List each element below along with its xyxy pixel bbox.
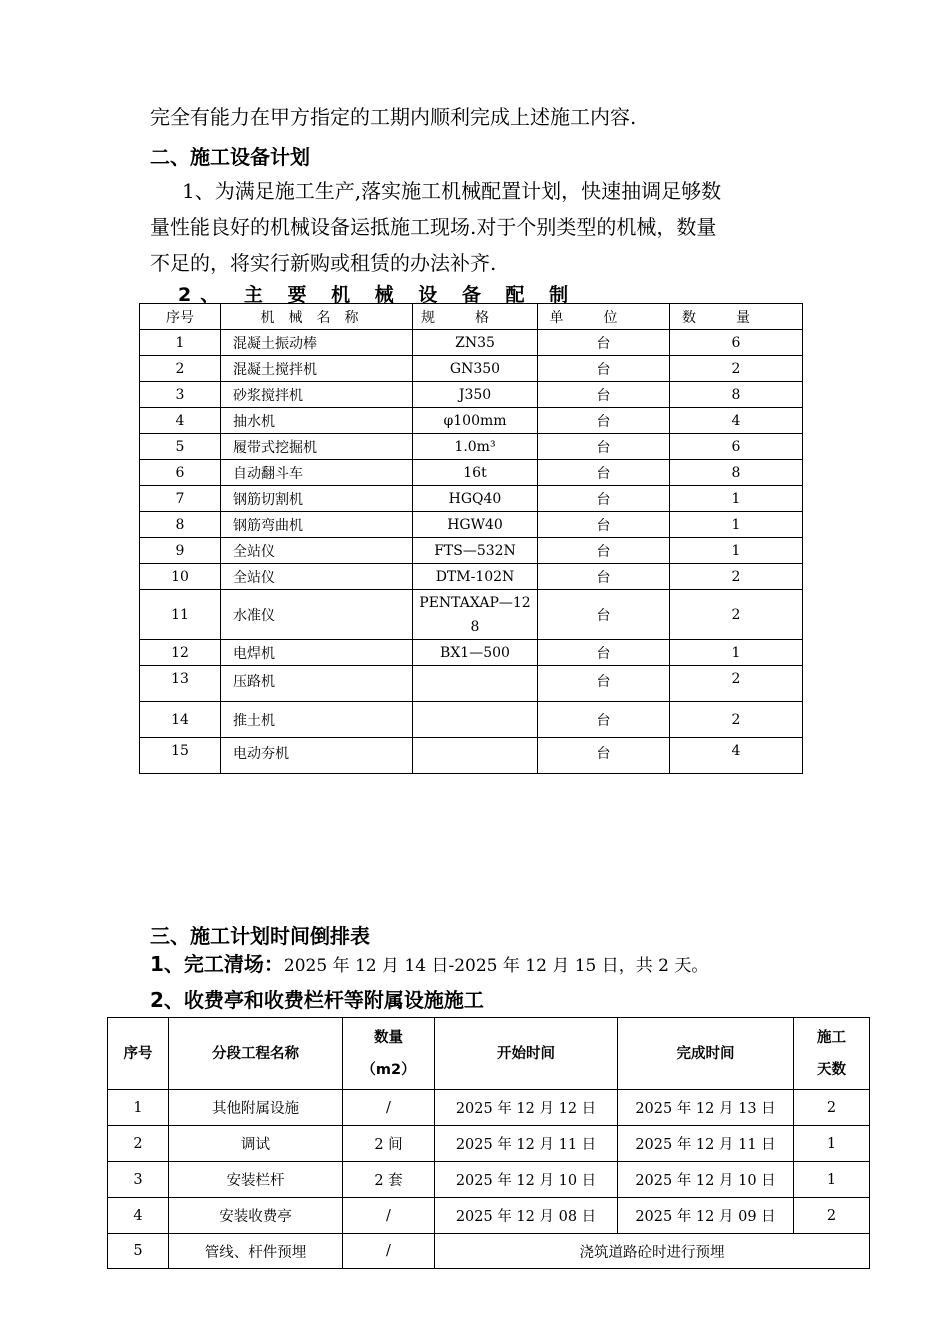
equipment-unit: 台 — [538, 738, 670, 774]
equipment-row — [140, 564, 803, 590]
schedule-header-days-line-1: 施工 — [817, 1029, 846, 1046]
equipment-no: 6 — [140, 460, 221, 486]
equipment-no: 9 — [140, 538, 221, 564]
equipment-spec — [413, 666, 538, 702]
equipment-qty: 4 — [670, 738, 803, 774]
equipment-no: 14 — [140, 702, 221, 738]
equipment-unit: 台 — [538, 382, 670, 408]
schedule-header-end: 完成时间 — [618, 1018, 794, 1090]
equipment-unit: 台 — [538, 702, 670, 738]
equipment-name: 混凝土振动棒 — [221, 330, 413, 356]
schedule-end: 2025 年 12 月 10 日 — [618, 1162, 794, 1198]
schedule-no: 4 — [108, 1198, 169, 1234]
equipment-row — [140, 538, 803, 564]
equipment-row — [140, 408, 803, 434]
equipment-name: 全站仪 — [221, 538, 413, 564]
equipment-unit: 台 — [538, 356, 670, 382]
equipment-spec — [413, 702, 538, 738]
equipment-spec: 16t — [413, 460, 538, 486]
equipment-unit: 台 — [538, 486, 670, 512]
equipment-no: 12 — [140, 640, 221, 666]
section-3-heading: 三、施工计划时间倒排表 — [150, 924, 370, 948]
equipment-row — [140, 382, 803, 408]
equipment-name: 钢筋弯曲机 — [221, 512, 413, 538]
schedule-row — [108, 1162, 870, 1198]
equipment-row — [140, 460, 803, 486]
section-3-item-1 — [150, 947, 708, 983]
schedule-row — [108, 1126, 870, 1162]
schedule-header-start: 开始时间 — [435, 1018, 618, 1090]
equipment-no: 10 — [140, 564, 221, 590]
equipment-unit: 台 — [538, 512, 670, 538]
equipment-spec: ZN35 — [413, 330, 538, 356]
schedule-row-merged — [108, 1234, 870, 1269]
equipment-no: 2 — [140, 356, 221, 382]
schedule-row — [108, 1198, 870, 1234]
equipment-spec — [413, 738, 538, 774]
equipment-name: 抽水机 — [221, 408, 413, 434]
equipment-spec: FTS—532N — [413, 538, 538, 564]
section-3-item-2-heading: 2、收费亭和收费栏杆等附属设施施工 — [150, 988, 484, 1012]
schedule-name: 安装收费亭 — [169, 1198, 343, 1234]
equipment-table — [139, 303, 803, 774]
equipment-qty: 2 — [670, 702, 803, 738]
schedule-end: 2025 年 12 月 13 日 — [618, 1090, 794, 1126]
schedule-qty: / — [343, 1198, 435, 1234]
equipment-name: 电焊机 — [221, 640, 413, 666]
equipment-spec: DTM-102N — [413, 564, 538, 590]
equipment-header-name: 机械名称 — [221, 304, 413, 330]
schedule-start: 2025 年 12 月 11 日 — [435, 1126, 618, 1162]
schedule-no: 1 — [108, 1090, 169, 1126]
schedule-start: 2025 年 12 月 12 日 — [435, 1090, 618, 1126]
schedule-name: 管线、杆件预埋 — [169, 1234, 343, 1269]
schedule-header-row — [108, 1018, 870, 1090]
equipment-qty: 8 — [670, 382, 803, 408]
equipment-no: 8 — [140, 512, 221, 538]
equipment-qty: 2 — [670, 666, 803, 702]
equipment-name: 压路机 — [221, 666, 413, 702]
equipment-unit: 台 — [538, 538, 670, 564]
equipment-no: 13 — [140, 666, 221, 702]
equipment-spec: J350 — [413, 382, 538, 408]
equipment-unit: 台 — [538, 408, 670, 434]
equipment-row — [140, 738, 803, 774]
equipment-row — [140, 512, 803, 538]
equipment-qty: 1 — [670, 538, 803, 564]
schedule-header-name: 分段工程名称 — [169, 1018, 343, 1090]
schedule-qty: / — [343, 1090, 435, 1126]
equipment-header-spec: 规格 — [413, 304, 538, 330]
equipment-name: 水准仪 — [221, 590, 413, 640]
equipment-no: 4 — [140, 408, 221, 434]
schedule-days: 1 — [794, 1162, 870, 1198]
equipment-name: 自动翻斗车 — [221, 460, 413, 486]
schedule-name: 调试 — [169, 1126, 343, 1162]
equipment-qty: 6 — [670, 330, 803, 356]
schedule-header-qty-line-2: （m2） — [361, 1061, 416, 1078]
schedule-no: 2 — [108, 1126, 169, 1162]
equipment-qty: 1 — [670, 486, 803, 512]
item-1-text: 2025 年 12 月 14 日-2025 年 12 月 15 日，共 2 天。 — [283, 956, 709, 976]
equipment-no: 7 — [140, 486, 221, 512]
equipment-qty: 6 — [670, 434, 803, 460]
equipment-row — [140, 640, 803, 666]
equipment-spec: HGW40 — [413, 512, 538, 538]
equipment-no: 1 — [140, 330, 221, 356]
equipment-row — [140, 486, 803, 512]
equipment-qty: 8 — [670, 460, 803, 486]
schedule-days: 2 — [794, 1090, 870, 1126]
equipment-spec: PENTAXAP—128 — [413, 590, 538, 640]
equipment-row — [140, 356, 803, 382]
schedule-name: 其他附属设施 — [169, 1090, 343, 1126]
schedule-no: 5 — [108, 1234, 169, 1269]
equipment-name: 全站仪 — [221, 564, 413, 590]
section-2-heading: 二、施工设备计划 — [150, 145, 310, 169]
equipment-row — [140, 434, 803, 460]
schedule-row — [108, 1090, 870, 1126]
equipment-unit: 台 — [538, 434, 670, 460]
schedule-merged-note: 浇筑道路砼时进行预埋 — [435, 1234, 870, 1269]
schedule-header-no: 序号 — [108, 1018, 169, 1090]
equipment-qty: 1 — [670, 640, 803, 666]
intro-line: 完全有能力在甲方指定的工期内顺利完成上述施工内容. — [150, 105, 637, 129]
equipment-unit: 台 — [538, 460, 670, 486]
equipment-name: 电动夯机 — [221, 738, 413, 774]
equipment-row — [140, 702, 803, 738]
schedule-days: 1 — [794, 1126, 870, 1162]
equipment-unit: 台 — [538, 564, 670, 590]
equipment-no: 5 — [140, 434, 221, 460]
equipment-header-qty: 数量 — [670, 304, 803, 330]
equipment-no: 15 — [140, 738, 221, 774]
equipment-qty: 2 — [670, 564, 803, 590]
schedule-qty: / — [343, 1234, 435, 1269]
equipment-unit: 台 — [538, 590, 670, 640]
schedule-header-days-line-2: 天数 — [817, 1061, 846, 1078]
schedule-start: 2025 年 12 月 10 日 — [435, 1162, 618, 1198]
schedule-header-days — [794, 1018, 870, 1090]
equipment-spec: GN350 — [413, 356, 538, 382]
schedule-end: 2025 年 12 月 09 日 — [618, 1198, 794, 1234]
equipment-spec: BX1—500 — [413, 640, 538, 666]
schedule-table — [107, 1017, 870, 1269]
item-1-lead: 1、完工清场： — [150, 952, 284, 976]
schedule-qty: 2 套 — [343, 1162, 435, 1198]
equipment-no: 11 — [140, 590, 221, 640]
equipment-name: 混凝土搅拌机 — [221, 356, 413, 382]
equipment-unit: 台 — [538, 330, 670, 356]
equipment-spec: φ100mm — [413, 408, 538, 434]
equipment-spec: HGQ40 — [413, 486, 538, 512]
equipment-table-title: 2、 主 要 机 械 设 备 配 制 — [178, 284, 578, 306]
schedule-header-qty — [343, 1018, 435, 1090]
section-2-para-line-1: 1、为满足施工生产,落实施工机械配置计划，快速抽调足够数 — [182, 179, 722, 203]
schedule-end: 2025 年 12 月 11 日 — [618, 1126, 794, 1162]
equipment-name: 推土机 — [221, 702, 413, 738]
equipment-qty: 2 — [670, 590, 803, 640]
schedule-no: 3 — [108, 1162, 169, 1198]
section-2-para-line-2: 量性能良好的机械设备运抵施工现场.对于个别类型的机械，数量 — [150, 215, 717, 239]
equipment-row — [140, 330, 803, 356]
equipment-unit: 台 — [538, 640, 670, 666]
equipment-row — [140, 590, 803, 640]
equipment-row — [140, 666, 803, 702]
equipment-name: 履带式挖掘机 — [221, 434, 413, 460]
schedule-start: 2025 年 12 月 08 日 — [435, 1198, 618, 1234]
schedule-qty: 2 间 — [343, 1126, 435, 1162]
equipment-unit: 台 — [538, 666, 670, 702]
schedule-name: 安装栏杆 — [169, 1162, 343, 1198]
equipment-header-no: 序号 — [140, 304, 221, 330]
schedule-header-qty-line-1: 数量 — [374, 1029, 403, 1046]
equipment-qty: 1 — [670, 512, 803, 538]
equipment-name: 砂浆搅拌机 — [221, 382, 413, 408]
equipment-header-unit: 单位 — [538, 304, 670, 330]
equipment-header-row — [140, 304, 803, 330]
equipment-spec: 1.0m³ — [413, 434, 538, 460]
equipment-no: 3 — [140, 382, 221, 408]
equipment-qty: 2 — [670, 356, 803, 382]
section-2-para-line-3: 不足的，将实行新购或租赁的办法补齐. — [150, 251, 497, 275]
equipment-name: 钢筋切割机 — [221, 486, 413, 512]
schedule-days: 2 — [794, 1198, 870, 1234]
equipment-qty: 4 — [670, 408, 803, 434]
